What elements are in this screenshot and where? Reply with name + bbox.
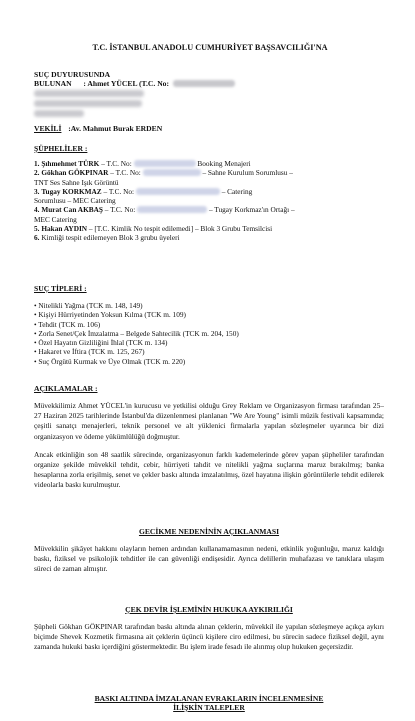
attorney-label: VEKİLİ — [34, 124, 62, 133]
suspect-item: 4. Murat Can AKBAŞ – T.C. No: – Tugay Korkmaz'ın Ortağı – MEC Catering — [34, 205, 295, 224]
attorney-row — [34, 124, 384, 133]
documents-heading-line1: BASKI ALTINDA İMZALANAN EVRAKLARIN İNCELENMESİNE — [94, 694, 324, 703]
documents-section — [34, 694, 384, 712]
suspects-section — [34, 144, 384, 243]
suspect-item: 1. Şıhmehmet TÜRK – T.C. No: Booking Menajeri — [34, 159, 251, 168]
suspect-item: 2. Gökhan GÖKPINAR – T.C. No: – Sahne Kurulum Sorumlusu – TNT Ses Sahne Işık Görüntü — [34, 168, 293, 187]
complainant-row — [34, 79, 384, 88]
explanations-heading: AÇIKLAMALAR : — [34, 384, 98, 393]
crime-item: • Hakaret ve İftira (TCK m. 125, 267) — [34, 347, 145, 357]
attorney-value: :Av. Mahmut Burak ERDEN — [68, 124, 163, 133]
cheque-paragraph: Şüpheli Gökhan GÖKPINAR tarafından baskı altında alınan çeklerin, müvekkil ile yapılan sözleşmeye açıkça aykırı biçimde Shevek Kozmetik firmasına ait çeklerin üçüncü kişilere ciro edilmesi, bu sürecin sadece fiziksel değil, aynı zamanda hukuki baskı içerdiğini göstermektedir. Bu işlem irade fesadı ile alınmış olup hukuken geçersizdir. — [34, 622, 384, 652]
complainant-label: BULUNAN — [34, 79, 72, 88]
redacted-id — [137, 206, 207, 213]
redacted-line — [34, 100, 142, 107]
redacted-id — [143, 169, 201, 176]
crime-item: • Özel Hayatın Gizliliğini İhlal (TCK m. 134) — [34, 338, 168, 348]
complainant-heading: SUÇ DUYURUSUNDA — [34, 70, 111, 79]
redacted-id — [134, 160, 196, 167]
redacted-line — [34, 110, 84, 117]
delay-section — [34, 527, 384, 575]
delay-paragraph: Müvekkilin şikâyet hakkını olayların hemen ardından kullanamamasının nedeni, etkinlik yoğunluğu, maruz kaldığı baskı, fiziksel ve psikolojik tehditler ile can güvenliği endişesidir. Ayrıca delillerin muhafazası ve tanıklara ulaşım süreci de zaman almıştır. — [34, 544, 384, 574]
crime-item: • Nitelikli Yağma (TCK m. 148, 149) — [34, 301, 143, 310]
document-title: T.C. İSTANBUL ANADOLU CUMHURİYET BAŞSAVCILIĞI'NA — [92, 43, 328, 52]
redacted-line — [34, 90, 144, 97]
crimes-list — [34, 301, 384, 366]
crime-item: • Kişiyi Hürriyetinden Yoksun Kılma (TCK m. 109) — [34, 310, 186, 320]
crime-item: • Tehdit (TCK m. 106) — [34, 319, 101, 329]
crimes-section — [34, 284, 384, 366]
complainant-section — [34, 70, 384, 120]
suspect-item: 6. Kimliği tespit edilemeyen Blok 3 grubu üyeleri — [34, 233, 180, 243]
cheque-heading: ÇEK DEVİR İŞLEMİNİN HUKUKA AYKIRILIĞI — [125, 605, 293, 614]
redacted-id — [136, 188, 220, 195]
explanations-paragraph-1: Müvekkilimiz Ahmet YÜCEL'in kurucusu ve yetkilisi olduğu Grey Reklam ve Organizasyon firması tarafından 25–27 Haziran 2025 tarihlerinde İstanbul'da düzenlenmesi planlanan "We Are Young" isimli müzik festivali kapsamında; çeşitli sanatçı menajerleri, teknik personel ve alt yüklenici firmalarla yapılan sözleşmeler uyarınca bir dizi organizasyon ve ödeme yükümlülüğü doğmuştur. — [34, 401, 384, 441]
delay-heading: GECİKME NEDENİNİN AÇIKLANMASI — [138, 527, 280, 536]
explanations-section — [34, 384, 384, 491]
suspect-item: 5. Hakan AYDIN – [T.C. Kimlik No tespit edilemedi] – Blok 3 Grubu Temsilcisi — [34, 224, 273, 234]
documents-heading-line2: İLİŞKİN TALEPLER — [173, 703, 245, 712]
suspect-item: 3. Tugay KORKMAZ – T.C. No: – Catering Sorumlusu – MEC Catering — [34, 186, 253, 206]
crimes-heading: SUÇ TİPLERİ : — [34, 284, 87, 293]
crime-item: • Zorla Senet/Çek İmzalatma – Belgede Sahtecilik (TCK m. 204, 150) — [34, 328, 239, 338]
crime-item: • Suç Örgütü Kurmak ve Üye Olmak (TCK m. 220) — [34, 356, 186, 366]
explanations-paragraph-2: Ancak etkinliğin son 48 saatlik sürecinde, organizasyonun farklı kademelerinde görev yapan şüpheliler tarafından organize şekilde müvekkil tehdit, cebir, hürriyeti tahdit ve nitelikli yağma suçlarına maruz bırakılmış; banka hesaplarına zorla erişilmiş, senet ve çekler baskı altında imzalatılmış, özel hayatına ilişkin görüntülerle tehdit edilerek videolarla baskı kurulmuştur. — [34, 449, 384, 490]
cheque-section — [34, 605, 384, 653]
complainant-value: : Ahmet YÜCEL (T.C. No: — [83, 79, 170, 88]
redacted-id — [173, 80, 235, 87]
suspects-heading: ŞÜPHELİLER : — [34, 144, 88, 153]
